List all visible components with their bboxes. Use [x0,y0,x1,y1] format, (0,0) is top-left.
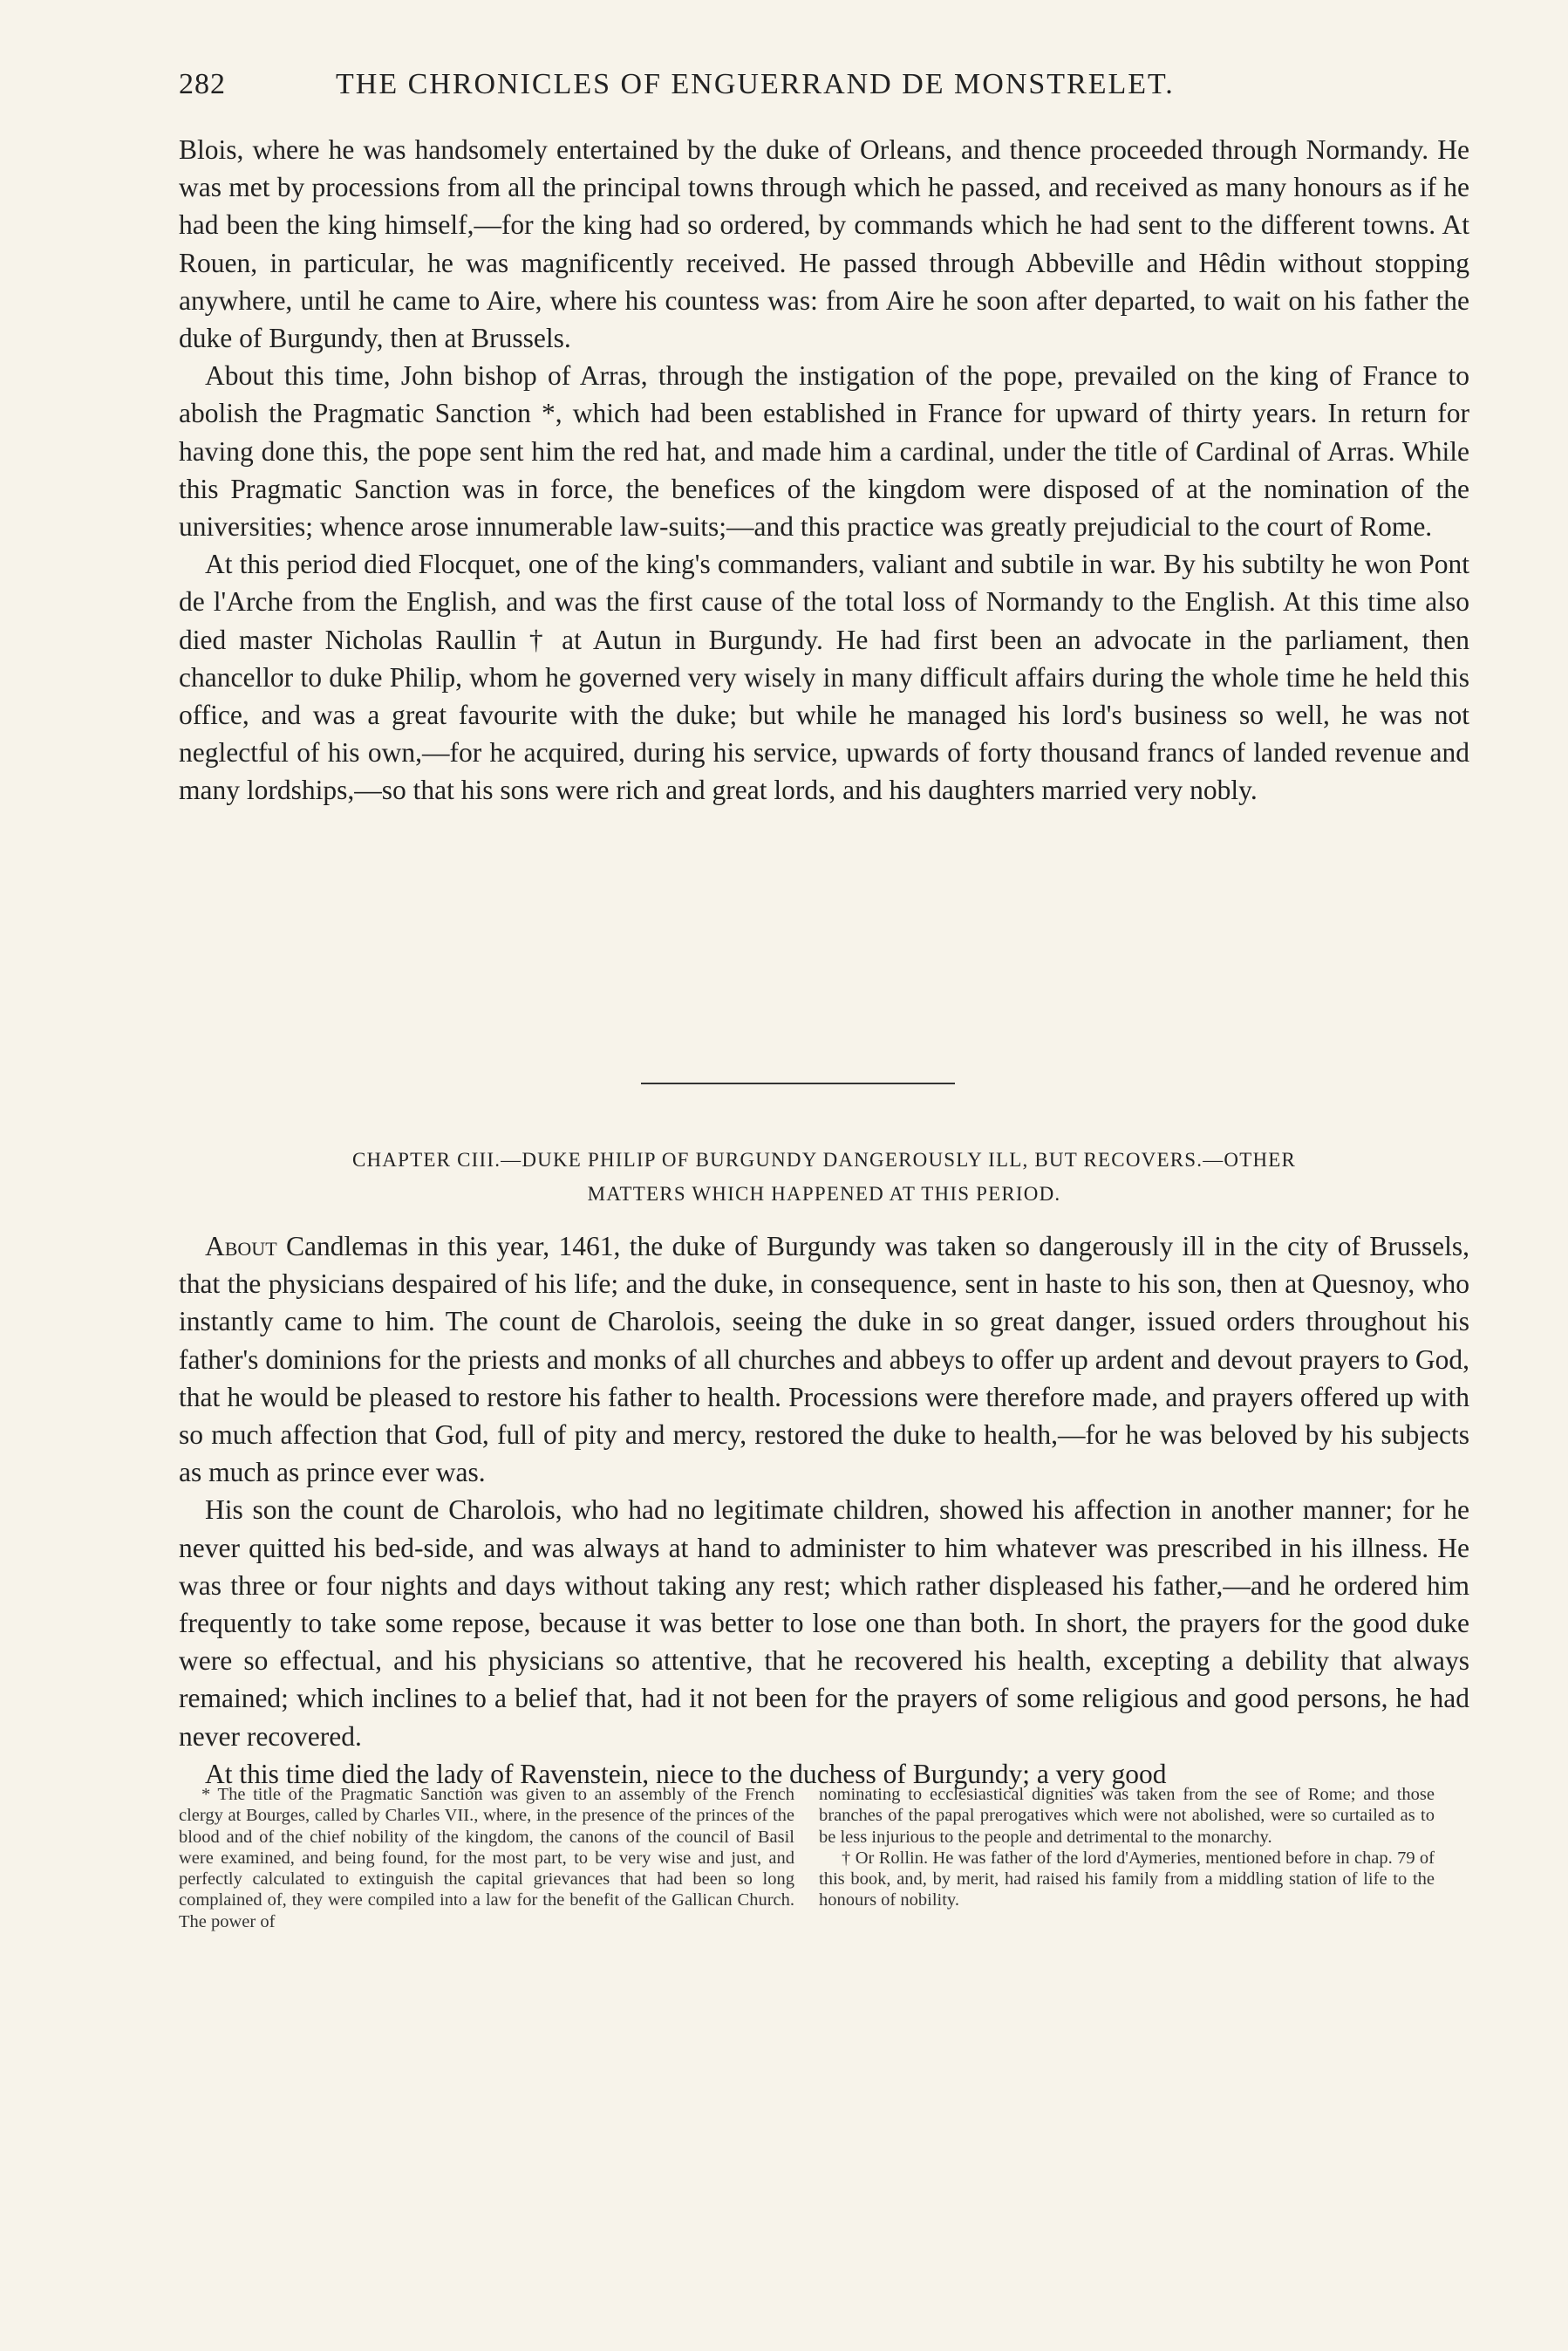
opening-word: About [205,1231,277,1261]
chapter-heading-line: MATTERS WHICH HAPPENED AT THIS PERIOD. [587,1183,1061,1205]
chapter-heading-line: CHAPTER CIII.—DUKE PHILIP OF BURGUNDY DANGEROUSLY ILL, BUT RECOVERS.—OTHER [351,1149,1297,1171]
section-divider [641,1083,955,1084]
footnotes [179,1784,1469,1993]
running-title: THE CHRONICLES OF ENGUERRAND DE MONSTRELET. [336,68,1175,100]
chapter-heading [179,1143,1469,1211]
footnote-column-left [179,1784,794,1932]
chapter-text [179,1227,1469,1793]
paragraph: His son the count de Charolois, who had no legitimate children, showed his affection in another manner; for he never quitted his bed-side, and was always at hand to administer to him whatever was prescribed in his illness. He was three or four nights and days without taking any rest; which rather displeased his father,—and he ordered him frequently to take some repose, because it was better to lose one than both. In short, the prayers for the good duke were so effectual, and his physicians so attentive, that he recovered his health, excepting a debility that always remained; which inclines to a belief that, had it not been for the prayers of some religious and good persons, he had never recovered. [179,1494,1469,1752]
footnote: * The title of the Pragmatic Sanction was given to an assembly of the French clergy at Bourges, called by Charles VII., where, in the presence of the princes of the blood and of the chief nobility of the kingdom, the canons of the council of Basil were examined, and being found, for the most part, to be very wise and just, and perfectly calculated to extinguish the capital grievances that had been so long complained of, they were compiled into a law for the benefit of the Gallican Church. The power of [179,1785,794,1931]
paragraph: Blois, where he was handsomely entertained by the duke of Orleans, and thence proceeded through Normandy. He was met by processions from all the principal towns through which he passed, and received as many honours as if he had been the king himself,—for the king had so ordered, by commands which he had sent to the different towns. At Rouen, in particular, he was magnificently received. He passed through Abbeville and Hêdin without stopping anywhere, until he came to Aire, where his countess was: from Aire he soon after departed, to wait on his father the duke of Burgundy, then at Brussels. [179,134,1469,354]
page-header [179,68,1469,112]
paragraph [179,1227,1469,1491]
footnote-continuation: nominating to ecclesiastical dignities was taken from the see of Rome; and those branches of the papal prerogatives which were not abolished, were so curtailed as to be less injurious to the people and detrimental to the monarchy. [819,1785,1435,1847]
footnote: † Or Rollin. He was father of the lord d'Aymeries, mentioned before in chap. 79 of this book, and, by merit, had raised his family from a middling station of life to the honours of nobility. [819,1848,1435,1910]
paragraph: At this time died the lady of Ravenstein, niece to the duchess of Burgundy; a very good [205,1758,1167,1789]
paragraph: About this time, John bishop of Arras, through the instigation of the pope, prevailed on the king of France to abolish the Pragmatic Sanction *, which had been established in France for upward of thirty years. In return for having done this, the pope sent him the red hat, and made him a cardinal, under the title of Cardinal of Arras. While this Pragmatic Sanction was in force, the benefices of the kingdom were disposed of at the nomination of the universities; whence arose innumerable law-suits;—and this practice was greatly prejudicial to the court of Rome. [179,360,1469,543]
paragraph-text: Candlemas in this year, 1461, the duke of Burgundy was taken so dangerously ill in the city of Brussels, that the physicians despaired of his life; and the duke, in consequence, sent in haste to his son, then at Quesnoy, who instantly came to him. The count de Charolois, seeing the duke in so great danger, issued orders throughout his father's dominions for the priests and monks of all churches and abbeys to offer up ardent and devout prayers to God, that he would be pleased to restore his father to health. Processions were therefore made, and prayers offered up with so much affection that God, full of pity and mercy, restored the duke to health,—for he was beloved by his subjects as much as prince ever was. [179,1231,1469,1488]
page-number: 282 [179,68,226,100]
paragraph: At this period died Flocquet, one of the king's commanders, valiant and subtile in war. By his subtilty he won Pont de l'Arche from the English, and was the first cause of the total loss of Normandy to the English. At this time also died master Nicholas Raullin † at Autun in Burgundy. He had first been an advocate in the parliament, then chancellor to duke Philip, whom he governed very wisely in many difficult affairs during the whole time he held this office, and was a great favourite with the duke; but while he managed his lord's business so well, he was not neglectful of his own,—for he acquired, during his service, upwards of forty thousand francs of landed revenue and many lordships,—so that his sons were rich and great lords, and his daughters married very nobly. [179,549,1469,806]
footnote-column-right [819,1784,1435,1911]
body-text [179,131,1469,810]
